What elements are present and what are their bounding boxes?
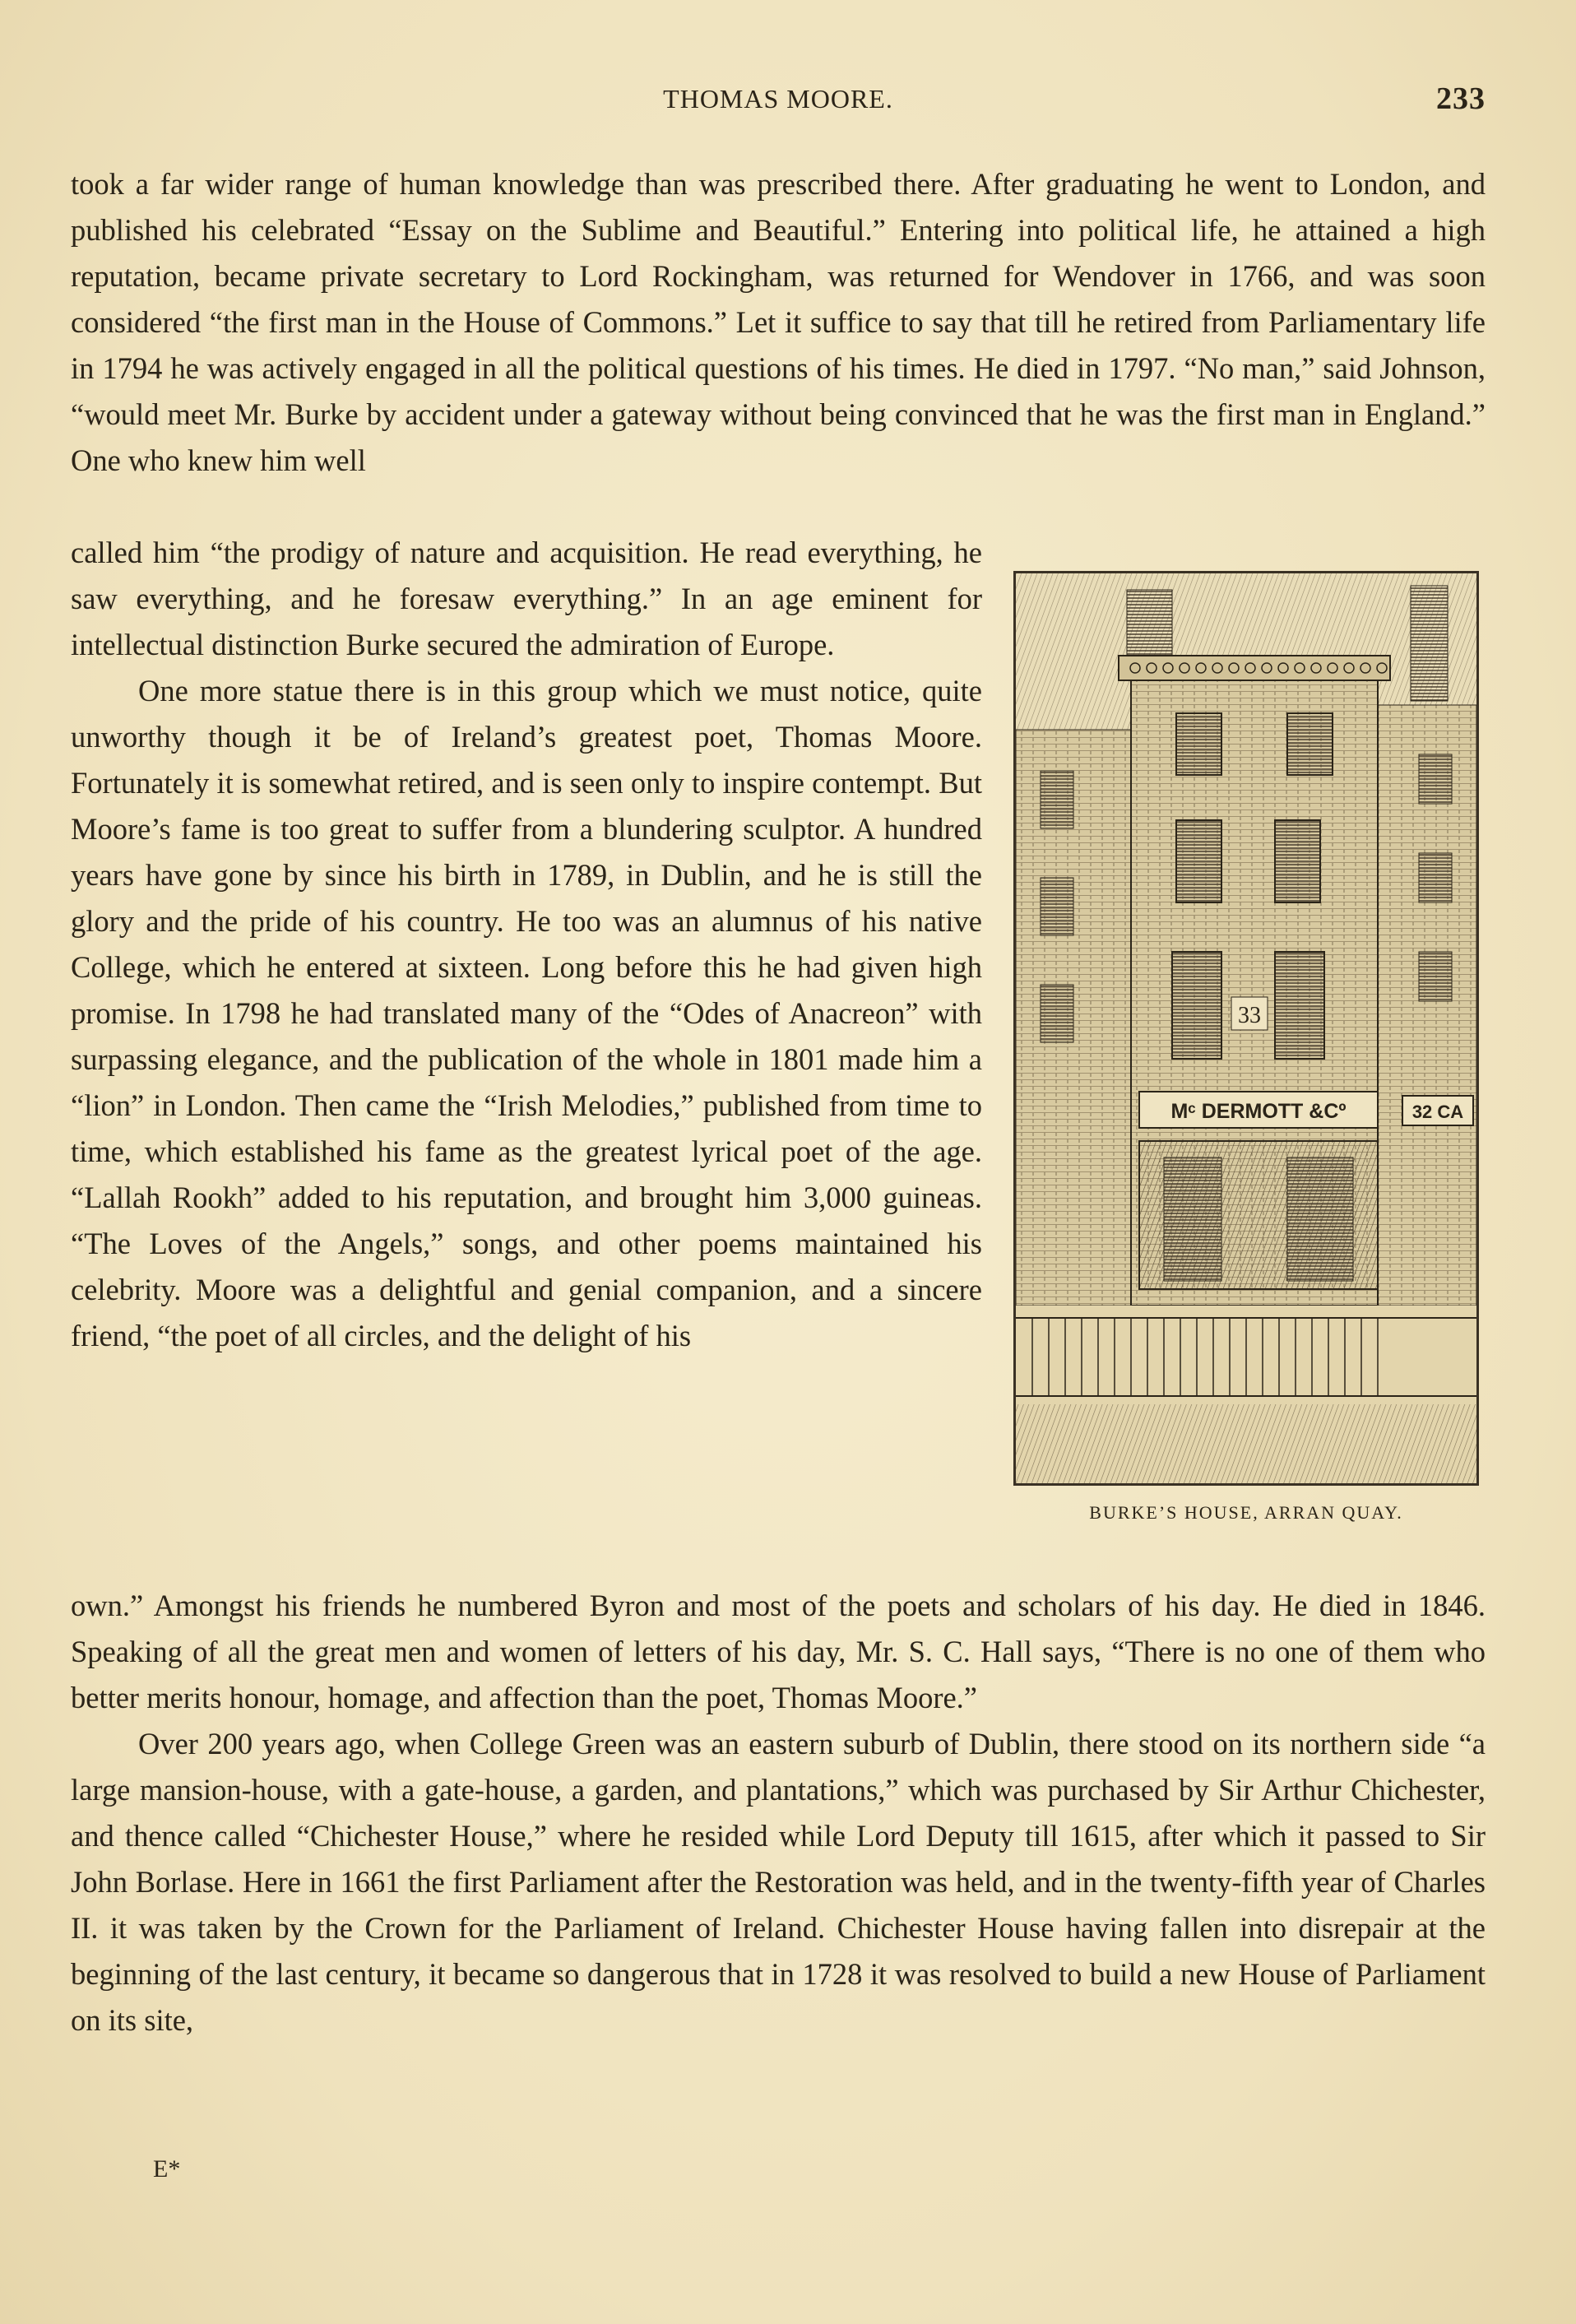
text-block-top bbox=[71, 161, 1486, 484]
figure-caption: BURKE’S HOUSE, ARRAN QUAY. bbox=[1089, 1502, 1403, 1523]
paragraph: called him “the prodigy of nature and acquisition. He read everything, he saw everything, and he foresaw everything.” In an age eminent for intellectual distinction Burke secured the admiration of Europe. bbox=[71, 536, 982, 661]
burkes-house-illustration bbox=[1016, 573, 1476, 1483]
shop-sign: Mᶜ DERMOTT &Cº bbox=[1170, 1100, 1347, 1123]
side-sign: 32 CA bbox=[1411, 1102, 1464, 1122]
running-header bbox=[71, 79, 1486, 120]
paragraph: One more statue there is in this group which we must notice, quite unworthy though it be of Ireland’s greatest poet, Thomas Moore. Fortunately it is somewhat retired, and is seen only to inspire contempt. But Moore’s fame is too great to suffer from a blundering sculptor. A hundred years have gone by since his birth in 1789, in Dublin, and he is still the glory and the pride of his country. He too was an alumnus of his native College, which he entered at sixteen. Long before this he had given high promise. In 1798 he had translated many of the “Odes of Anacreon” with surpassing elegance, and the publication of the whole in 1801 made him a “lion” in London. Then came the “Irish Melodies,” published from time to time, which established his fame as the greatest lyrical poet of the age. “Lallah Rookh” added to his reputation, and brought him 3,000 guineas. “The Loves of the Angels,” songs, and other poems maintained his celebrity. Moore was a delightful and genial companion, and a sincere friend, “the poet of all circles, and the delight of his bbox=[71, 674, 982, 1352]
page-number: 233 bbox=[1436, 81, 1486, 116]
paragraph: own.” Amongst his friends he numbered Byron and most of the poets and scholars of his day. He died in 1846. Speaking of all the great men and women of letters of his day, Mr. S. C. Hall says, “There is no one of them who better merits honour, homage, and affection than the poet, Thomas Moore.” bbox=[71, 1589, 1486, 1714]
house-number: 33 bbox=[1238, 1003, 1261, 1028]
text-block-bottom bbox=[71, 1583, 1486, 2043]
signature-mark: E* bbox=[153, 2155, 181, 2183]
running-title: THOMAS MOORE. bbox=[663, 84, 893, 114]
text-block-beside-figure bbox=[71, 530, 982, 1359]
engraving-figure bbox=[1013, 571, 1479, 1486]
paragraph: Over 200 years ago, when College Green was an eastern suburb of Dublin, there stood on its northern side “a large mansion-house, with a gate-house, a garden, and plantations,” which was purchased by Sir Arthur Chichester, and thence called “Chichester House,” where he resided while Lord Deputy till 1615, after which it passed to Sir John Borlase. Here in 1661 the first Parliament after the Restoration was held, and in the twenty-fifth year of Charles II. it was taken by the Crown for the Parliament of Ireland. Chichester House having fallen into disrepair at the beginning of the last century, it became so dangerous that in 1728 it was resolved to build a new House of Parliament on its site, bbox=[71, 1727, 1486, 2037]
paragraph: took a far wider range of human knowledge than was prescribed there. After graduating he went to London, and published his celebrated “Essay on the Sublime and Beautiful.” Entering into political life, he attained a high reputation, became private secretary to Lord Rockingham, was returned for Wendover in 1766, and was soon considered “the first man in the House of Commons.” Let it suffice to say that till he retired from Parliamentary life in 1794 he was actively engaged in all the political questions of his times. He died in 1797. “No man,” said Johnson, “would meet Mr. Burke by accident under a gateway without being convinced that he was the first man in England.” One who knew him well bbox=[71, 167, 1486, 477]
